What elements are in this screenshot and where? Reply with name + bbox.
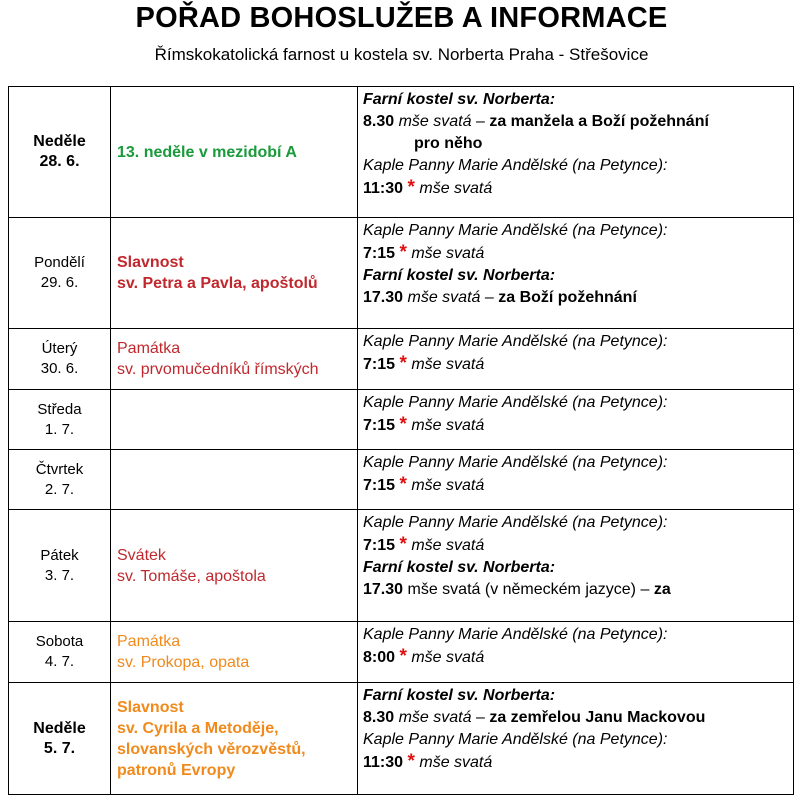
- day-name: Středa: [37, 400, 82, 418]
- location-label: Farní kostel sv. Norberta:: [363, 687, 556, 704]
- service-type: mše svatá: [419, 180, 493, 197]
- service-type: mše svatá: [411, 417, 485, 434]
- feast-cell: [111, 87, 358, 218]
- location-label: Kaple Panny Marie Andělské (na Petynce):: [363, 157, 668, 174]
- table-row: [9, 87, 794, 218]
- service-time: 7:15: [363, 417, 396, 434]
- service-type: mše svatá (v německém jazyce): [407, 581, 637, 598]
- service-time: 17.30: [363, 289, 404, 306]
- services-cell: [358, 510, 794, 622]
- location-label: Farní kostel sv. Norberta:: [363, 559, 556, 576]
- mass-intention: za zemřelou Janu Mackovou: [489, 709, 706, 726]
- location-label: Kaple Panny Marie Andělské (na Petynce):: [363, 731, 668, 748]
- day-name: Neděle: [33, 133, 86, 150]
- location-label: Kaple Panny Marie Andělské (na Petynce):: [363, 394, 668, 411]
- mass-intention: za manžela a Boží požehnání: [489, 113, 709, 130]
- service-time: 7:15: [363, 477, 396, 494]
- feast-cell: [111, 390, 358, 450]
- separator: –: [480, 289, 499, 306]
- services-cell: [358, 390, 794, 450]
- day-cell: [9, 218, 111, 329]
- table-row: [9, 329, 794, 390]
- star-icon: *: [399, 474, 407, 495]
- feast-line: slovanských věrozvěstů,: [117, 740, 306, 758]
- day-cell: [9, 87, 111, 218]
- day-name: Čtvrtek: [35, 460, 84, 478]
- location-label: Farní kostel sv. Norberta:: [363, 267, 556, 284]
- day-date: 1. 7.: [44, 420, 75, 438]
- table-row: [9, 218, 794, 329]
- day-name: Pondělí: [34, 254, 85, 271]
- mass-intention-cont: pro něho: [414, 135, 483, 152]
- service-time: 7:15: [363, 537, 396, 554]
- services-cell: [358, 450, 794, 510]
- feast-line: patronů Evropy: [117, 761, 236, 779]
- table-row: [9, 450, 794, 510]
- service-type: mše svatá: [411, 649, 485, 666]
- location-label: Kaple Panny Marie Andělské (na Petynce):: [363, 514, 668, 531]
- day-cell: [9, 450, 111, 510]
- service-time: 17.30: [363, 581, 404, 598]
- day-date: 5. 7.: [43, 739, 76, 757]
- star-icon: *: [399, 353, 407, 374]
- location-label: Kaple Panny Marie Andělské (na Petynce):: [363, 333, 668, 350]
- service-type: mše svatá: [411, 356, 485, 373]
- page-title: POŘAD BOHOSLUŽEB A INFORMACE: [135, 2, 668, 34]
- feast-line: Slavnost: [117, 254, 184, 271]
- feast-line: sv. Petra a Pavla, apoštolů: [117, 275, 318, 292]
- table-row: [9, 622, 794, 683]
- day-date: 2. 7.: [44, 480, 75, 498]
- feast-line: Památka: [117, 340, 181, 357]
- day-cell: [9, 390, 111, 450]
- schedule-table: [8, 86, 794, 795]
- feast-cell: [111, 450, 358, 510]
- day-name: Neděle: [33, 719, 86, 737]
- day-date: 30. 6.: [40, 360, 79, 377]
- feast-cell: [111, 683, 358, 795]
- feast-line: sv. Tomáše, apoštola: [117, 567, 266, 585]
- feast-cell: [111, 218, 358, 329]
- star-icon: *: [407, 751, 415, 772]
- day-date: 4. 7.: [44, 653, 75, 670]
- star-icon: *: [399, 534, 407, 555]
- day-cell: [9, 683, 111, 795]
- service-type: mše svatá: [411, 245, 485, 262]
- page-subtitle: Římskokatolická farnost u kostela sv. Norberta Praha - Střešovice: [154, 45, 649, 64]
- feast-line: Památka: [117, 633, 181, 650]
- star-icon: *: [399, 414, 407, 435]
- feast-line: 13. neděle v mezidobí A: [117, 143, 297, 161]
- service-type: mše svatá: [407, 289, 481, 306]
- service-type: mše svatá: [398, 709, 472, 726]
- mass-intention: za Boží požehnání: [498, 289, 637, 306]
- feast-cell: [111, 329, 358, 390]
- service-type: mše svatá: [398, 113, 472, 130]
- feast-cell: [111, 510, 358, 622]
- day-date: 29. 6.: [40, 274, 79, 291]
- day-name: Sobota: [35, 633, 84, 650]
- location-label: Farní kostel sv. Norberta:: [363, 91, 556, 108]
- separator: –: [471, 709, 490, 726]
- service-type: mše svatá: [411, 477, 485, 494]
- services-cell: [358, 218, 794, 329]
- star-icon: *: [399, 646, 407, 667]
- star-icon: *: [399, 242, 407, 263]
- separator: –: [471, 113, 490, 130]
- feast-line: sv. prvomučedníků římských: [117, 361, 319, 378]
- day-cell: [9, 510, 111, 622]
- service-time: 7:15: [363, 245, 396, 262]
- star-icon: *: [407, 177, 415, 198]
- feast-line: sv. Cyrila a Metoděje,: [117, 719, 279, 737]
- separator: –: [636, 581, 654, 598]
- table-row: [9, 390, 794, 450]
- services-cell: [358, 87, 794, 218]
- service-type: mše svatá: [419, 754, 493, 771]
- day-date: 3. 7.: [44, 566, 75, 584]
- feast-line: Slavnost: [117, 698, 184, 716]
- service-time: 8.30: [363, 113, 395, 130]
- location-label: Kaple Panny Marie Andělské (na Petynce):: [363, 454, 668, 471]
- day-cell: [9, 329, 111, 390]
- service-time: 8:00: [363, 649, 396, 666]
- service-time: 11:30: [363, 180, 404, 197]
- day-date: 28. 6.: [39, 153, 80, 170]
- feast-line: Svátek: [117, 546, 166, 564]
- service-time: 11:30: [363, 754, 404, 771]
- services-cell: [358, 683, 794, 795]
- day-name: Pátek: [40, 546, 79, 564]
- day-name: Úterý: [41, 340, 78, 357]
- services-cell: [358, 329, 794, 390]
- day-cell: [9, 622, 111, 683]
- mass-intention: za: [653, 581, 671, 598]
- service-type: mše svatá: [411, 537, 485, 554]
- location-label: Kaple Panny Marie Andělské (na Petynce):: [363, 222, 668, 239]
- feast-cell: [111, 622, 358, 683]
- location-label: Kaple Panny Marie Andělské (na Petynce):: [363, 626, 668, 643]
- service-time: 7:15: [363, 356, 396, 373]
- feast-line: sv. Prokopa, opata: [117, 654, 250, 671]
- table-row: [9, 510, 794, 622]
- service-time: 8.30: [363, 709, 395, 726]
- table-row: [9, 683, 794, 795]
- services-cell: [358, 622, 794, 683]
